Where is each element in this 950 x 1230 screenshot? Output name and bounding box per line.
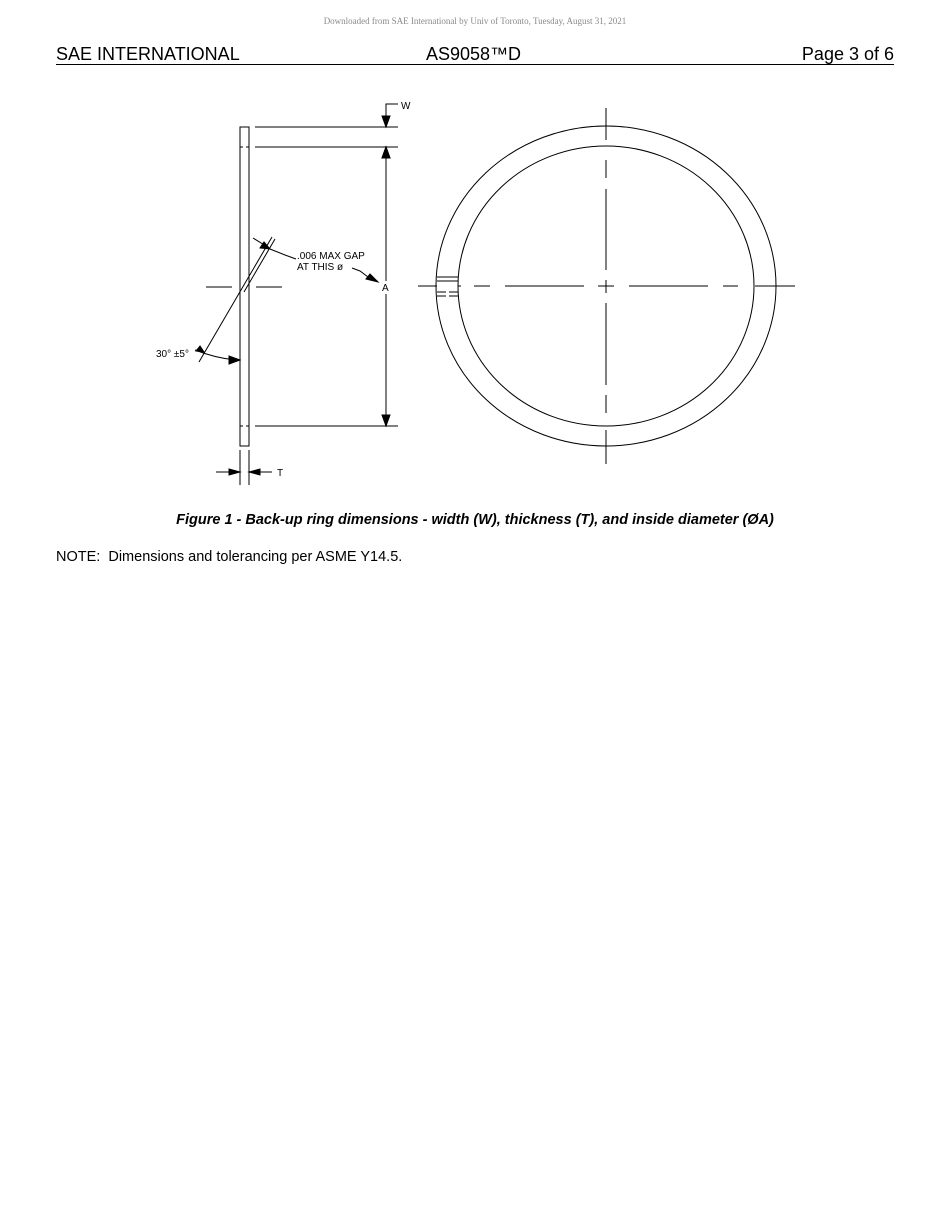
header-page-number: Page 3 of 6 — [801, 44, 894, 64]
page-header — [56, 44, 894, 65]
label-a: A — [382, 283, 389, 294]
diameter-dimension — [382, 147, 390, 426]
scarf-gap-detail — [437, 277, 458, 296]
dimension-note: NOTE: Dimensions and tolerancing per ASME Y14.5. — [56, 549, 403, 565]
front-view — [418, 108, 795, 464]
gap-label-line2: AT THIS ø — [297, 262, 344, 273]
side-view — [156, 101, 411, 485]
header-organization: SAE INTERNATIONAL — [56, 44, 240, 64]
gap-label-line1: .006 MAX GAP — [297, 251, 365, 262]
scarf-cut-line-1 — [241, 237, 272, 290]
thickness-dimension — [216, 450, 283, 485]
backup-ring-drawing — [0, 90, 950, 500]
angle-label: 30° ±5° — [156, 349, 189, 360]
label-t: T — [277, 468, 284, 479]
label-w: W — [401, 101, 411, 112]
download-watermark: Downloaded from SAE International by Univ of Toronto, Tuesday, August 31, 2021 — [323, 16, 627, 26]
angle-callout — [156, 346, 240, 364]
angle-reference-line — [199, 290, 241, 362]
figure-caption: Figure 1 - Back-up ring dimensions - width (W), thickness (T), and inside diameter (ØA) — [176, 512, 774, 528]
header-document-number: AS9058™D — [426, 44, 522, 64]
